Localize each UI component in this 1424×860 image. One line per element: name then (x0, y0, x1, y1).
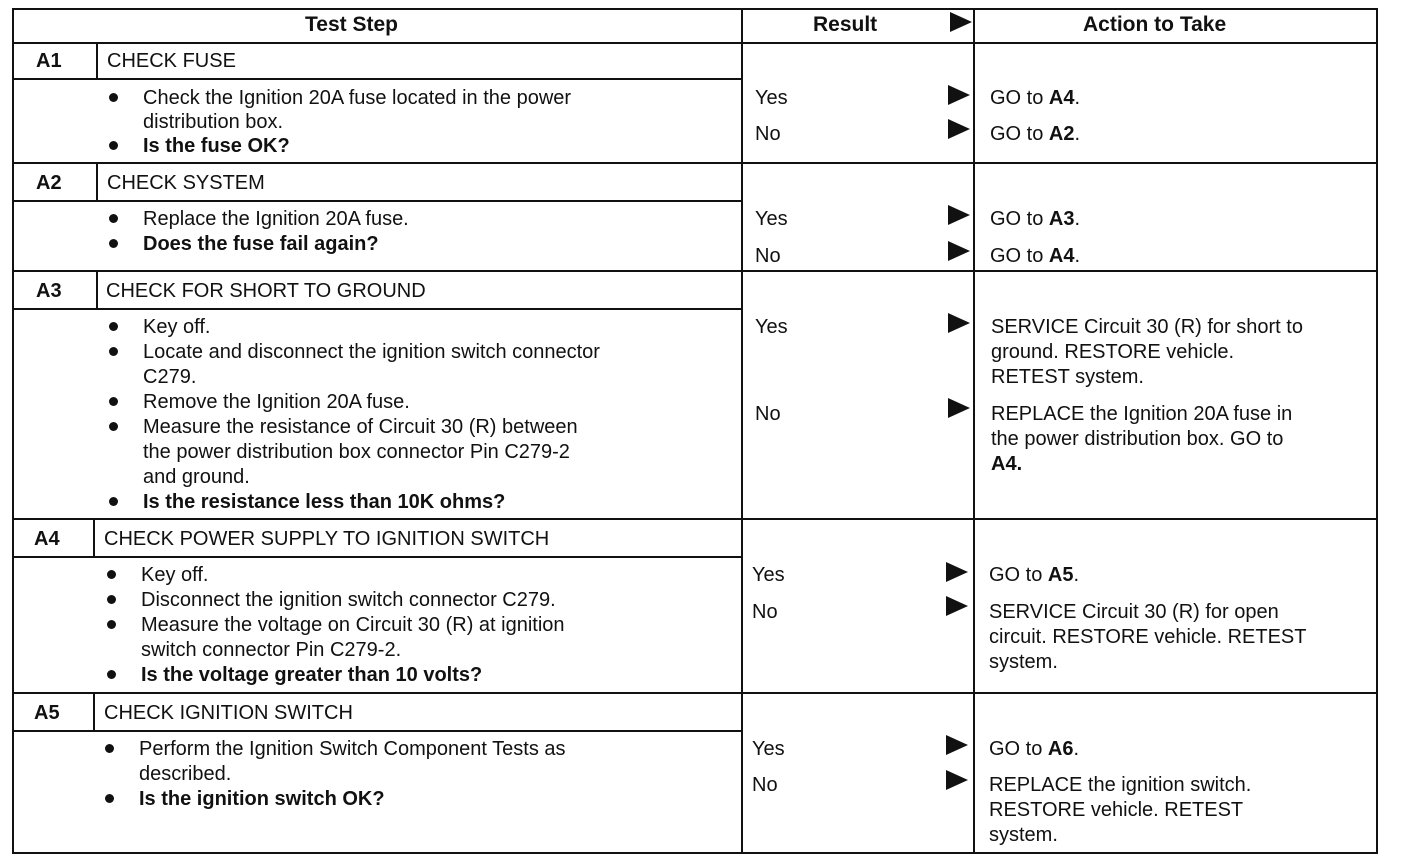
step-bullet-text: Remove the Ignition 20A fuse. (143, 391, 410, 413)
column-divider-action (973, 8, 975, 854)
action-no (990, 122, 1080, 147)
table-border-right (1376, 8, 1378, 854)
header-result: Result (813, 13, 878, 36)
result-yes: Yes (752, 564, 785, 586)
bullet-icon (109, 347, 118, 356)
title-divider (12, 78, 743, 80)
bullet-icon (109, 214, 118, 223)
action-text: GO to (989, 738, 1048, 760)
bullet-icon (105, 744, 114, 753)
action-yes (989, 737, 1079, 762)
result-yes: Yes (752, 738, 785, 760)
action-no-line: the power distribution box. GO to (991, 428, 1284, 450)
action-target-link[interactable]: A2 (1048, 123, 1075, 145)
step-question: Is the fuse OK? (143, 135, 290, 157)
id-divider (96, 44, 98, 80)
step-title: CHECK POWER SUPPLY TO IGNITION SWITCH (104, 528, 550, 550)
step-bullet-text: Disconnect the ignition switch connector C279. (141, 589, 556, 611)
action-target-link[interactable]: A3 (1048, 208, 1075, 230)
header-test-step: Test Step (305, 13, 398, 36)
action-text: GO to (990, 87, 1049, 109)
action-no-line: RESTORE vehicle. RETEST (989, 799, 1244, 821)
result-yes: Yes (755, 87, 788, 109)
row-divider (12, 270, 1378, 272)
action-text: . (1073, 738, 1080, 760)
arrow-icon (946, 596, 968, 616)
step-id: A4 (34, 528, 60, 550)
action-text: . (1074, 245, 1081, 267)
action-no-line: REPLACE the Ignition 20A fuse in (991, 403, 1293, 425)
action-no-line: system. (989, 824, 1058, 846)
step-bullet-text: Measure the voltage on Circuit 30 (R) at ignition (141, 614, 565, 636)
row-divider (12, 518, 1378, 520)
step-bullet-text: Perform the Ignition Switch Component Tests as (139, 738, 566, 760)
step-title: CHECK FOR SHORT TO GROUND (106, 280, 426, 302)
step-bullet-text: the power distribution box connector Pin C279-2 (143, 441, 570, 463)
title-divider (12, 308, 743, 310)
action-text: . (1074, 208, 1081, 230)
bullet-icon (109, 397, 118, 406)
step-bullet-text: and ground. (143, 466, 250, 488)
bullet-icon (107, 620, 116, 629)
arrow-icon (948, 85, 970, 105)
bullet-icon (107, 670, 116, 679)
action-text: . (1074, 123, 1081, 145)
step-question: Is the resistance less than 10K ohms? (143, 491, 506, 513)
action-text: . (1073, 564, 1080, 586)
step-title: CHECK FUSE (107, 50, 236, 72)
step-title: CHECK SYSTEM (107, 172, 265, 194)
arrow-icon (948, 398, 970, 418)
action-target-link[interactable]: A4 (1048, 245, 1075, 267)
header-divider (12, 42, 1378, 44)
action-target-link[interactable]: A5 (1047, 564, 1074, 586)
row-divider (12, 692, 1378, 694)
title-divider (12, 556, 743, 558)
action-text: GO to (990, 245, 1049, 267)
action-text: GO to (990, 123, 1049, 145)
step-question: Is the ignition switch OK? (139, 788, 385, 810)
step-bullet-text: C279. (143, 366, 197, 388)
action-text: GO to (990, 208, 1049, 230)
action-yes (990, 86, 1080, 111)
arrow-icon (946, 735, 968, 755)
result-no: No (755, 245, 781, 267)
row-divider (12, 162, 1378, 164)
title-divider (12, 200, 743, 202)
bullet-icon (109, 141, 118, 150)
result-no: No (752, 774, 778, 796)
bullet-icon (109, 497, 118, 506)
step-id: A2 (36, 172, 62, 194)
step-question: Is the voltage greater than 10 volts? (141, 664, 483, 686)
id-divider (96, 164, 98, 202)
bullet-icon (107, 570, 116, 579)
result-yes: Yes (755, 208, 788, 230)
step-id: A3 (36, 280, 62, 302)
table-border-bottom (12, 852, 1378, 854)
result-no: No (752, 601, 778, 623)
bullet-icon (109, 422, 118, 431)
action-target-link[interactable]: A4. (991, 453, 1023, 475)
step-id: A5 (34, 702, 60, 724)
title-divider (12, 730, 743, 732)
result-no: No (755, 123, 781, 145)
bullet-icon (109, 239, 118, 248)
action-yes-line: RETEST system. (991, 366, 1144, 388)
arrow-icon (950, 12, 972, 32)
action-no (990, 244, 1080, 269)
action-yes-line: ground. RESTORE vehicle. (991, 341, 1235, 363)
step-title: CHECK IGNITION SWITCH (104, 702, 353, 724)
bullet-icon (107, 595, 116, 604)
step-bullet-text: Key off. (143, 316, 211, 338)
id-divider (93, 694, 95, 732)
table-border-top (12, 8, 1378, 10)
step-bullet-text: Locate and disconnect the ignition switch connector (143, 341, 600, 363)
step-id: A1 (36, 50, 62, 72)
bullet-icon (105, 794, 114, 803)
arrow-icon (948, 313, 970, 333)
arrow-icon (948, 205, 970, 225)
step-bullet-text: described. (139, 763, 232, 785)
step-bullet-text: switch connector Pin C279-2. (141, 639, 402, 661)
action-text: . (1074, 87, 1081, 109)
step-question: Does the fuse fail again? (143, 233, 379, 255)
arrow-icon (948, 241, 970, 261)
action-no-line: system. (989, 651, 1058, 673)
step-bullet-text: Check the Ignition 20A fuse located in the power (143, 87, 572, 109)
header-action: Action to Take (1083, 13, 1227, 36)
action-yes (990, 207, 1080, 232)
bullet-icon (109, 93, 118, 102)
arrow-icon (948, 119, 970, 139)
action-target-link[interactable]: A4 (1048, 87, 1075, 109)
action-yes (989, 563, 1079, 588)
action-text: GO to (989, 564, 1048, 586)
step-bullet-text: Replace the Ignition 20A fuse. (143, 208, 409, 230)
id-divider (96, 272, 98, 310)
action-yes-line: SERVICE Circuit 30 (R) for short to (991, 316, 1303, 338)
arrow-icon (946, 562, 968, 582)
result-no: No (755, 403, 781, 425)
action-target-link[interactable]: A6 (1047, 738, 1074, 760)
action-no-line: REPLACE the ignition switch. (989, 774, 1252, 796)
action-no-line: SERVICE Circuit 30 (R) for open (989, 601, 1279, 623)
table-border-left (12, 8, 14, 854)
action-no-line: circuit. RESTORE vehicle. RETEST (989, 626, 1307, 648)
step-bullet-text: Key off. (141, 564, 209, 586)
step-bullet-text: Measure the resistance of Circuit 30 (R) between (143, 416, 578, 438)
arrow-icon (946, 770, 968, 790)
id-divider (93, 520, 95, 558)
step-bullet-text: distribution box. (143, 111, 284, 133)
column-divider-result (741, 8, 743, 854)
bullet-icon (109, 322, 118, 331)
result-yes: Yes (755, 316, 788, 338)
